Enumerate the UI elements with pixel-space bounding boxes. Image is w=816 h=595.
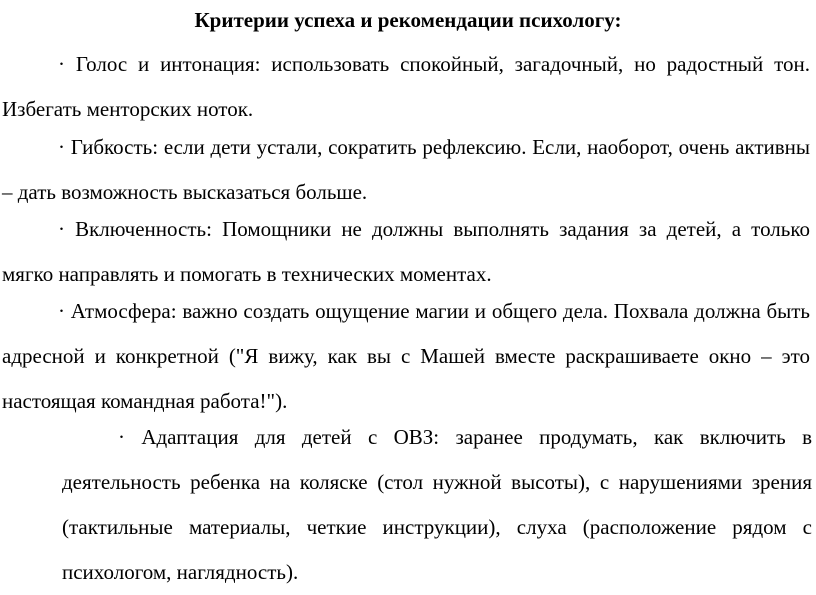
paragraph-adaptation-ovz: · Адаптация для детей с ОВЗ: заранее продумать, как включить в деятельность ребенка на коляске (стол нужной высоты), с нарушениями зрения (тактильные материалы, четкие инструкции), слуха (расположение рядом с психологом, наглядность). [62,425,812,584]
paragraph-voice-intonation: · Голос и интонация: использовать спокойный, загадочный, но радостный тон. Избегать менторских ноток. [2,52,810,121]
paragraph-atmosphere: · Атмосфера: важно создать ощущение магии и общего дела. Похвала должна быть адресной и конкретной ("Я вижу, как вы с Машей вместе раскрашиваете окно – это настоящая командная работа!"). [2,299,810,413]
paragraph-involvement: · Включенность: Помощники не должны выполнять задания за детей, а только мягко направлять и помогать в технических моментах. [2,217,810,286]
paragraph-flexibility: · Гибкость: если дети устали, сократить рефлексию. Если, наоборот, очень активны – дать возможность высказаться больше. [2,135,810,204]
document-title: Критерии успеха и рекомендации психологу: [194,8,622,32]
